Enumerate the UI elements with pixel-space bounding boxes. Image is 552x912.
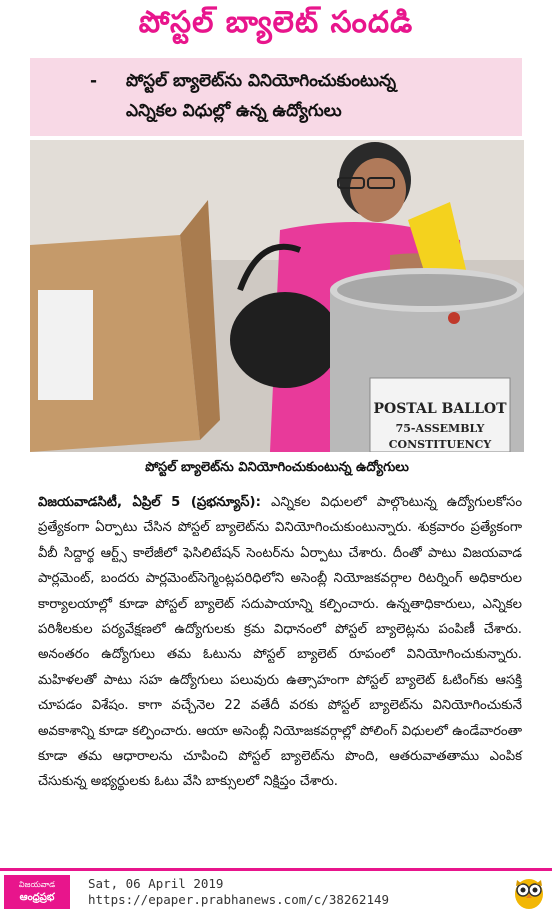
edition-date: Sat, 06 April 2019 [88,876,224,891]
article-dateline: విజయవాడసిటీ, ఏప్రిల్ 5 (ప్రభన్యూస్): [38,495,261,510]
article-text: ఎన్నికల విధులలో పాల్గొంటున్న ఉద్యోగులకోసం ప్రత్యేకంగా ఏర్పాటు చేసిన పోస్టల్ బ్యాలెట్‌ను వినియోగించుకుంటున్నారు. శుక్రవారం ప్రత్యేకంగా వీబీ సిద్దార్థ ఆర్ట్స్ కాలేజీలో ఫెసిలిటేషన్ సెంటర్‌ను ఏర్పాటు చేశారు. దీంతో పాటు విజయవాడ పార్లమెంట్, బందరు పార్లమెంట్‌సెగ్మెంట్లపరిధిలోని అసెంబ్లీ నియోజకవర్గాల రిటర్నింగ్ అధికారుల కార్యాలయాల్లో కూడా పోస్టల్ బ్యాలెట్ సదుపాయాన్ని కల్పించారు. ఉన్నతాధికారులు, ఎన్నికల పరిశీలకుల పర్యవేక్షణలో ఉద్యోగులకు క్రమ విధానంలో పోస్టల్ బ్యాలెట్లను పంపిణీ చేశారు. అనంతరం ఉద్యోగులు తమ ఓటును పోస్టల్ బ్యాలెట్ రూపంలో వినియోగించుకున్నారు. మహిళలతో పాటు సహ ఉద్యోగులు పలువురు ఉత్సాహంగా పోస్టల్ బ్యాలెట్ ఓటింగ్‌కు ఆసక్తి చూపడం విశేషం. కాగా వచ్చేనెల 22 వతేదీ వరకు పోస్టల్ బ్యాలెట్‌ను వినియోగించుకునే అవకాశాన్ని కూడా కల్పించారు. ఆయా అసెంబ్లీ నియోజకవర్గాల్లో పోలింగ్ విధులలో ఉండేవారంతా కూడా తమ ఆధారాలను చూపించి పోస్టల్ బ్యాలెట్‌ను పొంది, ఆతరువాతతాము ఎంపిక చేసుకున్న అభ్యర్థులకు ఓటు వేసి బాక్సులలో నిక్షిప్తం చేశారు. [38,495,523,790]
epaper-footer [0,871,552,912]
headline: పోస్టల్ బ్యాలెట్ సందడి [138,5,414,40]
ballot-box-label-2: 75-ASSEMBLY [395,422,485,435]
logo-edition: విజయవాడ [18,880,56,889]
subheadline-line-2: ఎన్నికల విధుల్లో ఉన్న ఉద్యోగులు [126,101,342,121]
ballot-box-label-1: POSTAL BALLOT [373,401,507,417]
owl-icon[interactable] [512,874,546,910]
subheadline-box [30,58,522,136]
subheadline-line-1: పోస్టల్ బ్యాలెట్‌ను వినియోగించుకుంటున్న [126,71,396,91]
news-photo [30,140,524,452]
ballot-box-label-3: CONSTITUENCY [388,438,492,451]
newspaper-logo [4,875,70,909]
photo-caption: పోస్టల్ బ్యాలెట్‌ను వినియోగించుకుంటున్న ఉద్యోగులు [145,460,409,475]
article-url-link[interactable]: https://epaper.prabhanews.com/c/38262149 [88,892,390,907]
logo-title: ఆంధ్రప్రభ [19,892,55,903]
subheadline-dash: - [90,71,98,91]
article-body [38,490,522,795]
